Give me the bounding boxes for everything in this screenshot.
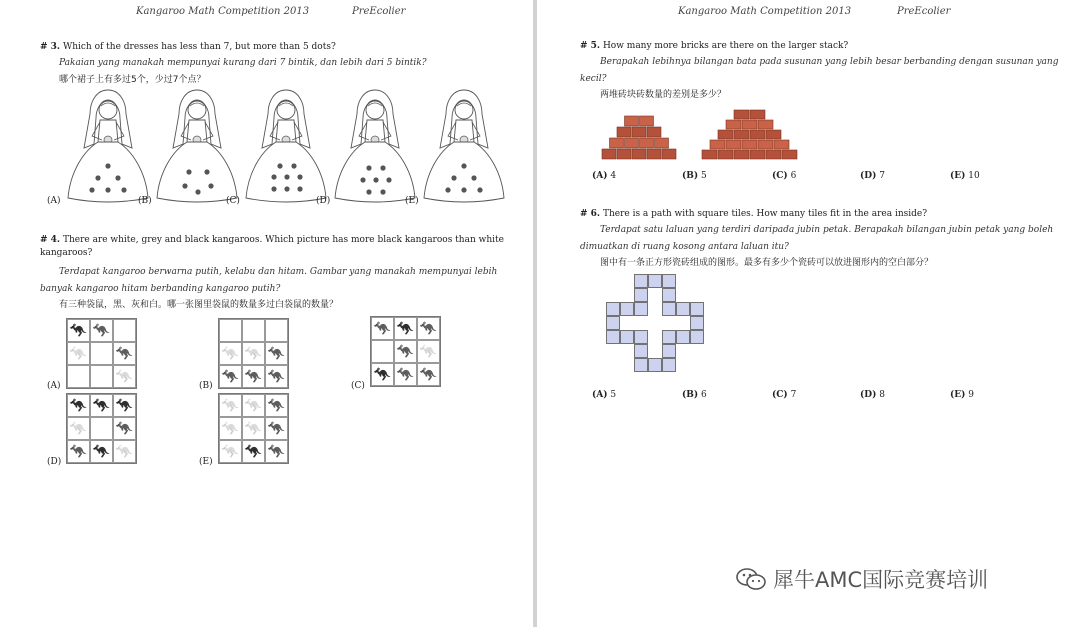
tile	[635, 289, 648, 302]
header-title-right: Kangaroo Math Competition 2013	[678, 6, 852, 17]
grid-cell	[371, 340, 394, 363]
q4-option-b: (B)	[199, 381, 213, 391]
brick	[647, 149, 661, 159]
q4-malay-line2: banyak kangaroo hitam berbanding kangaroo putih?	[40, 284, 281, 294]
grid-cell	[394, 317, 417, 340]
q6-malay-line2: dimuatkan di ruang kosong antara laluan itu?	[580, 242, 789, 252]
white-kangaroo-icon: 🦘	[221, 420, 240, 437]
grid-cell	[113, 417, 136, 440]
grid-cell	[67, 365, 90, 388]
q6-answer-d: (D) 8	[860, 390, 885, 400]
white-kangaroo-icon: 🦘	[419, 343, 438, 360]
brick	[766, 150, 781, 159]
brick	[718, 130, 733, 139]
brick	[734, 130, 749, 139]
brick	[766, 130, 781, 139]
tile	[663, 331, 676, 344]
grid-cell	[90, 365, 113, 388]
q6-en-text: There is a path with square tiles. How many tiles fit in the area inside?	[602, 209, 928, 219]
q3-chinese: 哪个裙子上有多过5个，少过7个点？	[59, 75, 206, 85]
brick	[702, 150, 717, 159]
grid-cell	[113, 440, 136, 463]
tile	[607, 331, 620, 344]
grid-cell	[113, 394, 136, 417]
grid-cell	[417, 340, 440, 363]
tile	[649, 359, 662, 372]
q4-grid-e	[218, 393, 289, 464]
grid-cell	[242, 319, 265, 342]
brick	[710, 140, 725, 149]
grid-cell	[242, 394, 265, 417]
white-kangaroo-icon: 🦘	[221, 443, 240, 460]
brick	[718, 150, 733, 159]
q5-en-text: How many more bricks are there on the larger stack?	[602, 41, 849, 51]
q5-answer-d: (D) 7	[860, 171, 885, 181]
q5-answer-a: (A) 4	[592, 171, 617, 181]
grid-cell	[242, 417, 265, 440]
white-kangaroo-icon: 🦘	[115, 443, 134, 460]
grid-cell	[90, 342, 113, 365]
brick	[750, 150, 765, 159]
q4-option-e: (E)	[199, 457, 213, 467]
left-page	[0, 0, 533, 627]
white-kangaroo-icon: 🦘	[244, 345, 263, 362]
q3-english	[40, 41, 336, 54]
grey-kangaroo-icon: 🦘	[69, 443, 88, 460]
tile	[691, 303, 704, 316]
q6-answer-c: (C) 7	[772, 390, 797, 400]
q3-option-a: (A)	[47, 196, 61, 206]
brick	[750, 130, 765, 139]
grid-cell	[265, 417, 288, 440]
q5-english	[580, 40, 848, 53]
q3-number: # 3.	[40, 42, 61, 52]
q4-grid-b	[218, 318, 289, 389]
brick	[640, 116, 654, 126]
grey-kangaroo-icon: 🦘	[221, 368, 240, 385]
grid-cell	[394, 340, 417, 363]
q4-english	[40, 234, 510, 260]
brick	[647, 127, 661, 137]
grid-cell	[242, 342, 265, 365]
brick	[602, 149, 616, 159]
tile	[635, 331, 648, 344]
q6-answer-a: (A) 5	[592, 390, 617, 400]
tile	[663, 289, 676, 302]
grey-kangaroo-icon: 🦘	[92, 322, 111, 339]
white-kangaroo-icon: 🦘	[244, 420, 263, 437]
watermark-text: 犀牛AMC国际竞赛培训	[773, 568, 989, 592]
brick	[625, 138, 639, 148]
q5-number: # 5.	[580, 41, 601, 51]
q4-option-c: (C)	[351, 381, 365, 391]
tile	[621, 331, 634, 344]
q6-number: # 6.	[580, 209, 601, 219]
q6-answer-b: (B) 6	[682, 390, 707, 400]
brick	[625, 116, 639, 126]
header-level-right: PreEcolier	[897, 6, 951, 17]
brick	[734, 110, 749, 119]
brick-stack-large	[702, 110, 797, 159]
q3-option-c: (C)	[226, 196, 240, 206]
grid-cell	[371, 363, 394, 386]
grid-cell	[265, 440, 288, 463]
grid-cell	[265, 342, 288, 365]
brick	[632, 149, 646, 159]
grey-kangaroo-icon: 🦘	[396, 343, 415, 360]
tile	[635, 303, 648, 316]
header-title: Kangaroo Math Competition 2013	[136, 6, 310, 17]
dress-figure	[329, 88, 421, 206]
q5-answer-b: (B) 5	[682, 171, 707, 181]
grey-kangaroo-icon: 🦘	[267, 345, 286, 362]
brick	[758, 140, 773, 149]
grid-cell	[219, 440, 242, 463]
q4-number: # 4.	[40, 235, 61, 245]
brick	[750, 110, 765, 119]
white-kangaroo-icon: 🦘	[115, 368, 134, 385]
dress-figure	[62, 88, 154, 206]
grid-cell	[219, 365, 242, 388]
brick	[742, 140, 757, 149]
dress-figure	[151, 88, 243, 206]
grid-cell	[90, 417, 113, 440]
q3-option-b: (B)	[138, 196, 152, 206]
tile	[691, 331, 704, 344]
tile	[663, 359, 676, 372]
grid-cell	[67, 417, 90, 440]
grey-kangaroo-icon: 🦘	[419, 320, 438, 337]
grid-cell	[417, 363, 440, 386]
grey-kangaroo-icon: 🦘	[419, 366, 438, 383]
white-kangaroo-icon: 🦘	[221, 397, 240, 414]
grid-cell	[113, 342, 136, 365]
brick	[726, 120, 741, 129]
q6-answer-e: (E) 9	[950, 390, 974, 400]
q4-grid-c	[370, 316, 441, 387]
black-kangaroo-icon: 🦘	[373, 366, 392, 383]
q3-option-d: (D)	[316, 196, 331, 206]
black-kangaroo-icon: 🦘	[396, 320, 415, 337]
brick-stacks	[600, 104, 810, 160]
tile	[677, 331, 690, 344]
tile	[663, 303, 676, 316]
black-kangaroo-icon: 🦘	[69, 397, 88, 414]
grey-kangaroo-icon: 🦘	[115, 420, 134, 437]
grid-cell	[265, 394, 288, 417]
grid-cell	[90, 319, 113, 342]
grey-kangaroo-icon: 🦘	[267, 397, 286, 414]
white-kangaroo-icon: 🦘	[69, 420, 88, 437]
dress-figure	[418, 88, 510, 206]
grid-cell	[394, 363, 417, 386]
white-kangaroo-icon: 🦘	[69, 345, 88, 362]
brick	[632, 127, 646, 137]
grid-cell	[113, 319, 136, 342]
grey-kangaroo-icon: 🦘	[267, 443, 286, 460]
grid-cell	[265, 365, 288, 388]
q5-answer-e: (E) 10	[950, 171, 980, 181]
grey-kangaroo-icon: 🦘	[244, 368, 263, 385]
brick-stack-small	[602, 116, 676, 159]
tile	[621, 303, 634, 316]
brick	[610, 138, 624, 148]
right-page	[537, 0, 1080, 627]
tile	[635, 359, 648, 372]
q6-english	[580, 208, 927, 221]
q6-malay-line1: Terdapat satu laluan yang terdiri daripada jubin petak. Berapakah bilangan jubin petak yang boleh	[600, 225, 1054, 235]
grey-kangaroo-icon: 🦘	[373, 320, 392, 337]
q4-grid-d	[66, 393, 137, 464]
grid-cell	[67, 342, 90, 365]
q5-answer-c: (C) 6	[772, 171, 797, 181]
q4-option-a: (A)	[47, 381, 61, 391]
q4-en-line1: There are white, grey and black kangaroos. Which picture has more black kangaroos than white	[62, 235, 504, 245]
grid-cell	[265, 319, 288, 342]
brick	[655, 138, 669, 148]
grid-cell	[113, 365, 136, 388]
q4-en-line2: kangaroos?	[40, 248, 93, 258]
grid-cell	[67, 319, 90, 342]
black-kangaroo-icon: 🦘	[92, 443, 111, 460]
tile	[635, 345, 648, 358]
dress-figure	[240, 88, 332, 206]
tile	[635, 275, 648, 288]
tile	[691, 317, 704, 330]
brick	[734, 150, 749, 159]
q5-malay-line1: Berapakah lebihnya bilangan bata pada susunan yang lebih besar berbanding dengan susunan yang	[600, 57, 1059, 67]
white-kangaroo-icon: 🦘	[244, 397, 263, 414]
grid-cell	[90, 440, 113, 463]
brick	[617, 127, 631, 137]
grid-cell	[242, 365, 265, 388]
brick	[774, 140, 789, 149]
grid-cell	[67, 394, 90, 417]
black-kangaroo-icon: 🦘	[69, 322, 88, 339]
brick	[742, 120, 757, 129]
black-kangaroo-icon: 🦘	[115, 397, 134, 414]
grey-kangaroo-icon: 🦘	[267, 420, 286, 437]
black-kangaroo-icon: 🦘	[244, 443, 263, 460]
grid-cell	[371, 317, 394, 340]
grid-cell	[417, 317, 440, 340]
brick	[726, 140, 741, 149]
q4-option-d: (D)	[47, 457, 62, 467]
cross-tile-path	[606, 274, 704, 372]
grey-kangaroo-icon: 🦘	[396, 366, 415, 383]
grid-cell	[219, 319, 242, 342]
q4-malay-line1: Terdapat kangaroo berwarna putih, kelabu dan hitam. Gambar yang manakah mempunyai lebih	[59, 267, 498, 277]
brick	[640, 138, 654, 148]
grey-kangaroo-icon: 🦘	[115, 345, 134, 362]
brick	[782, 150, 797, 159]
tile	[677, 303, 690, 316]
q5-chinese: 两堆砖块砖数量的差别是多少？	[600, 90, 727, 100]
q6-chinese: 图中有一条正方形瓷砖组成的图形。最多有多少个瓷砖可以放进图形内的空白部分？	[600, 258, 934, 268]
q4-grid-a	[66, 318, 137, 389]
q3-option-e: (E)	[405, 196, 419, 206]
grid-cell	[242, 440, 265, 463]
grey-kangaroo-icon: 🦘	[267, 368, 286, 385]
brick	[662, 149, 676, 159]
q3-malay: Pakaian yang manakah mempunyai kurang dari 7 bintik, dan lebih dari 5 bintik?	[59, 58, 427, 68]
grid-cell	[219, 417, 242, 440]
brick	[617, 149, 631, 159]
q5-malay-line2: kecil?	[580, 74, 607, 84]
tile	[663, 275, 676, 288]
black-kangaroo-icon: 🦘	[92, 397, 111, 414]
header-level: PreEcolier	[352, 6, 406, 17]
grid-cell	[219, 342, 242, 365]
brick	[758, 120, 773, 129]
tile	[607, 303, 620, 316]
grid-cell	[219, 394, 242, 417]
white-kangaroo-icon: 🦘	[221, 345, 240, 362]
q3-en-text: Which of the dresses has less than 7, but more than 5 dots?	[62, 42, 336, 52]
watermark	[735, 564, 988, 594]
wechat-icon	[735, 566, 767, 592]
grid-cell	[67, 440, 90, 463]
tile	[649, 275, 662, 288]
grid-cell	[90, 394, 113, 417]
tile	[663, 345, 676, 358]
tile	[607, 317, 620, 330]
q4-chinese: 有三种袋鼠，黑、灰和白。哪一张图里袋鼠的数量多过白袋鼠的数量？	[59, 300, 339, 310]
